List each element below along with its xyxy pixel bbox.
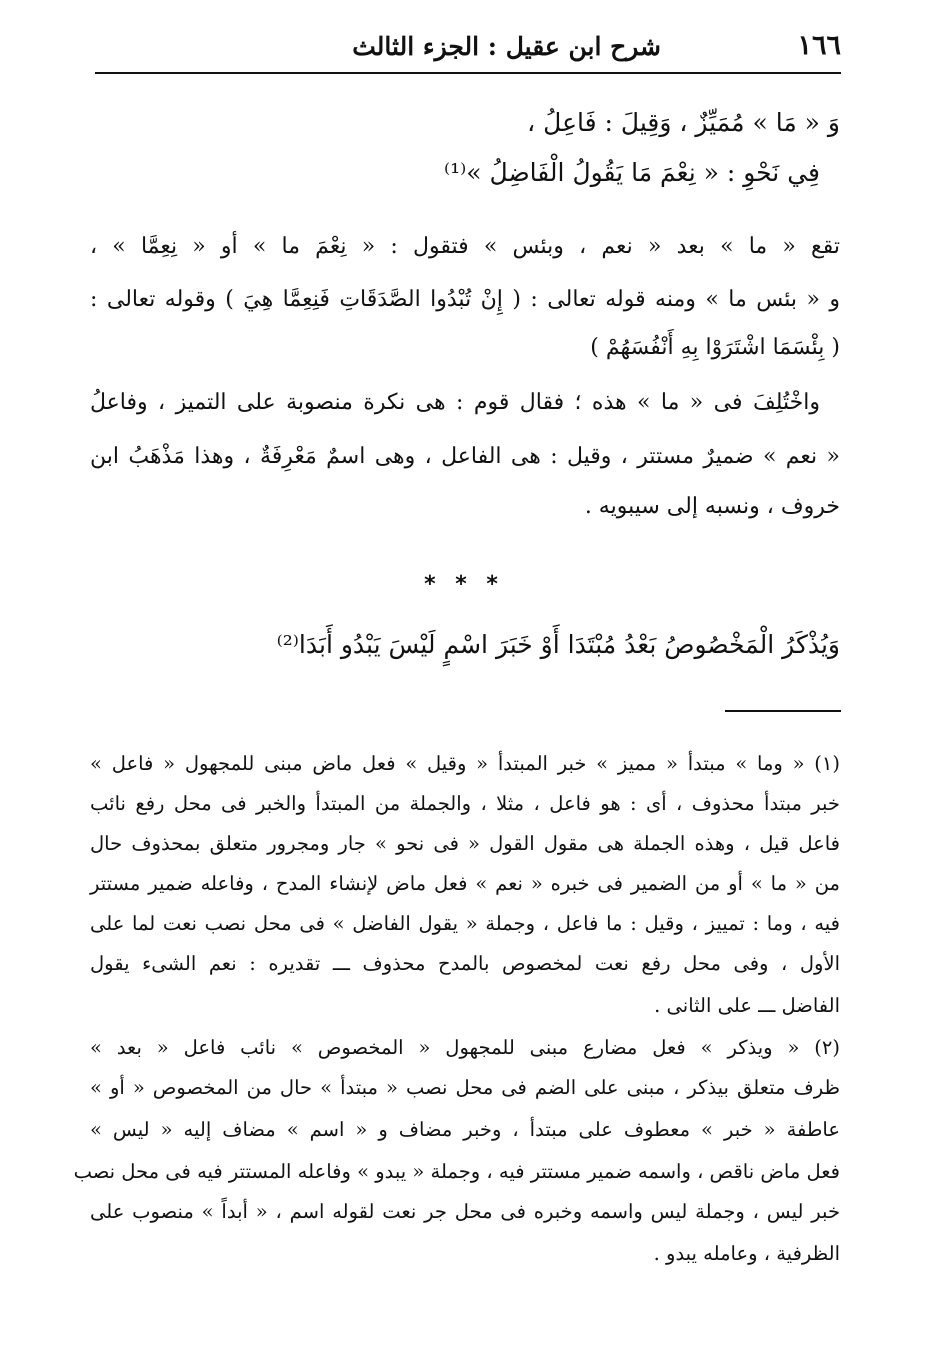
footnote-1-line: فيه ، وما : تمييز ، وقيل : ما فاعل ، وجملة « يقول الفاضل » فى محل نصب نعت لما على [90, 912, 840, 935]
commentary-line: ( بِئْسَمَا اشْتَرَوْا بِهِ أَنْفُسَهُمْ ) [590, 335, 840, 360]
page-header [95, 26, 841, 72]
commentary-line: خروف ، ونسبه إلى سيبويه . [584, 494, 840, 519]
verse-line-2: فِي نَحْوِ : « نِعْمَ مَا يَقُولُ الْفَاضِلُ »⁽¹⁾ [443, 158, 820, 187]
footnote-1-line: خبر مبتدأ محذوف ، أى : هو فاعل ، مثلا ، والجملة من المبتدأ والخبر فى محل رفع نائب [90, 792, 840, 815]
commentary-line: « نعم » ضميرٌ مستتر ، وقيل : هى الفاعل ، وهى اسمٌ مَعْرِفَةٌ ، وهذا مَذْهَبُ ابن [90, 444, 840, 469]
footnote-1-line: الأول ، وفى محل رفع نعت لمخصوص بالمدح محذوف ـــ تقديره : نعم الشىء يقول [90, 952, 840, 975]
header-rule [95, 72, 841, 74]
footnote-1-line: من « ما » أو من الضمير فى خبره « نعم » فعل ماض لإنشاء المدح ، وفاعله ضمير مستتر [90, 872, 840, 895]
verse-line-1: وَ « مَا » مُمَيِّزٌ ، وَقِيلَ : فَاعِلُ ، [527, 108, 840, 137]
footnote-1-line: فاعل قيل ، وهذه الجملة هى مقول القول « فى نحو » جار ومجرور متعلق بمحذوف حال [90, 832, 840, 855]
commentary-line: و « بئس ما » ومنه قوله تعالى : ( إِنْ تُبْدُوا الصَّدَقَاتِ فَنِعِمَّا هِيَ ) وقوله تعالى : [90, 287, 840, 312]
footnote-2-line: (٢) « ويذكر » فعل مضارع مبنى للمجهول « المخصوص » نائب فاعل « بعد » [90, 1036, 840, 1059]
footnote-2-line: الظرفية ، وعامله يبدو . [653, 1242, 840, 1265]
verse-line-3: وَيُذْكَرُ الْمَخْصُوصُ بَعْدُ مُبْتَدَا أَوْ خَبَرَ اسْمٍ لَيْسَ يَبْدُو أَبَدَا⁽²⁾ [276, 630, 840, 659]
footnote-1-line: الفاضل ـــ على الثانى . [654, 994, 840, 1017]
footnote-2-line: عاطفة « خبر » معطوف على مبتدأ ، وخبر مضاف و « اسم » مضاف إليه « ليس » [90, 1118, 840, 1141]
footnote-2-line: فعل ماض ناقص ، واسمه ضمير مستتر فيه ، وجملة « يبدو » وفاعله المستتر فيه فى محل نصب [73, 1160, 840, 1183]
footnote-2-line: ظرف متعلق بيذكر ، مبنى على الضم فى محل نصب « مبتدأ » حال من المخصوص « أو » [90, 1076, 840, 1099]
commentary-line: واخْتُلِفَ فى « ما » هذه ؛ فقال قوم : هى نكرة منصوبة على التميز ، وفاعلُ [90, 390, 820, 415]
footnote-rule [725, 710, 841, 712]
page-number: ١٦٦ [797, 30, 841, 61]
running-title: شرح ابن عقيل : الجزء الثالث [352, 32, 661, 61]
footnote-2-line: خبر ليس ، وجملة ليس واسمه وخبره فى محل جر نعت لقوله اسم ، « أبداً » منصوب على [90, 1200, 840, 1223]
commentary-line: تقع « ما » بعد « نعم ، وبئس » فتقول : « نِعْمَ ما » أو « نِعِمَّا » ، [90, 234, 840, 259]
footnote-1-line: (١) « وما » مبتدأ « مميز » خبر المبتدأ « وقيل » فعل ماض مبنى للمجهول « فاعل » [90, 752, 840, 775]
section-separator: * * * [424, 572, 504, 597]
